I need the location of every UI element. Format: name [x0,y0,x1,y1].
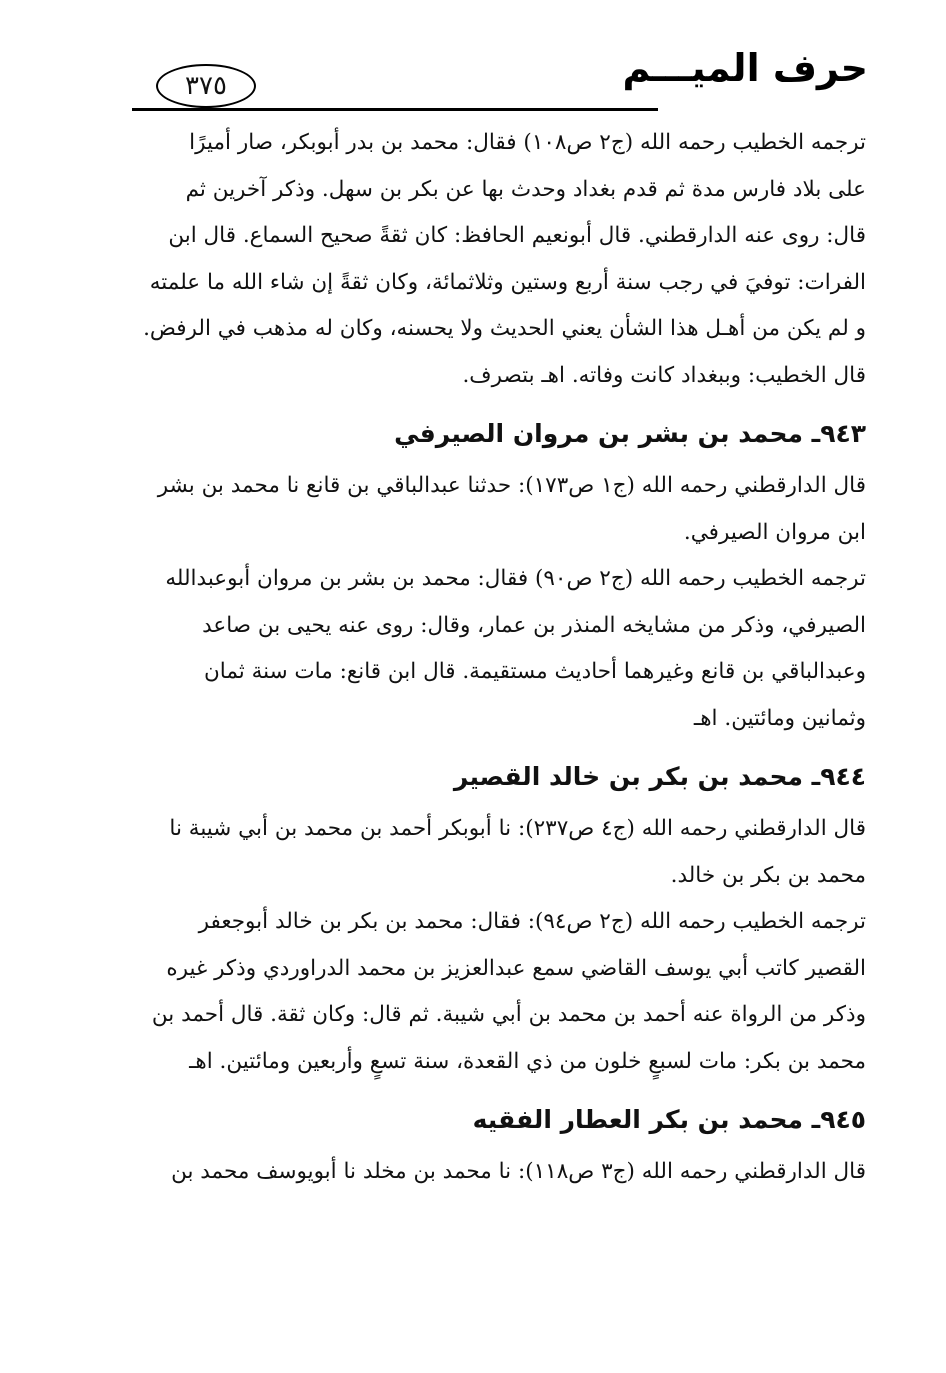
entry-heading-944: ٩٤٤ـ محمد بن بكر بن خالد القصير [453,762,866,791]
text-line: قال: روى عنه الدارقطني. قال أبونعيم الحافظ: كان ثقةً صحيح السماع. قال ابن [168,223,866,248]
text-line: الصيرفي، وذكر من مشايخه المنذر بن عمار، وقال: روى عنه يحيى بن صاعد [202,612,866,638]
page-header [128,38,868,118]
text-line: قال الدارقطني رحمه الله (ج٤ ص٢٣٧): نا أبوبكر أحمد بن محمد بن أبي شيبة نا [169,816,866,841]
page-number: ٣٧٥ [156,64,256,108]
page-content [126,120,866,1196]
entry-943-biography [126,556,866,742]
text-line: وذكر من الرواة عنه أحمد بن محمد بن أبي شيبة. ثم قال: وكان ثقة. قال أحمد بن [151,1002,866,1027]
entry-heading-943: ٩٤٣ـ محمد بن بشر بن مروان الصيرفي [394,419,866,448]
text-line: قال الخطيب: وببغداد كانت وفاته. اهـ بتصرف. [462,362,866,388]
text-line: محمد بن بكر بن خالد. [670,862,866,888]
text-line: ابن مروان الصيرفي. [683,519,866,545]
entry-944-biography [126,899,866,1085]
text-line: و لم يكن من أهـل هذا الشأن يعني الحديث ولا يحسنه، وكان له مذهب في الرفض. [143,316,866,341]
text-line: الفرات: توفيَ في رجب سنة أربع وستين وثلاثمائة، وكان ثقةً إن شاء الله ما علمته [149,269,866,295]
text-line: ترجمه الخطيب رحمه الله (ج٢ ص٩٤): فقال: محمد بن بكر بن خالد أبوجعفر [198,909,866,934]
intro-paragraph [126,120,866,399]
chapter-title: حرف الميـــم [622,46,868,90]
text-line: قال الدارقطني رحمه الله (ج٣ ص١١٨): نا محمد بن مخلد نا أبويوسف محمد بن [171,1159,866,1184]
entry-heading-945: ٩٤٥ـ محمد بن بكر العطار الفقيه [472,1105,866,1134]
entry-945-citation [126,1149,866,1196]
text-line: محمد بن بكر: مات لسبعٍ خلون من ذي القعدة، سنة تسعٍ وأربعين ومائتين. اهـ [189,1048,866,1074]
text-line: وثمانين ومائتين. اهـ [693,705,866,731]
header-rule [132,108,658,111]
entry-944-citation [126,806,866,899]
entry-943-citation [126,463,866,556]
text-line: ترجمه الخطيب رحمه الله (ج٢ ص١٠٨) فقال: محمد بن بدر أبوبكر، صار أميرًا [189,130,866,155]
text-line: قال الدارقطني رحمه الله (ج١ ص١٧٣): حدثنا عبدالباقي بن قانع نا محمد بن بشر [157,473,866,498]
text-line: على بلاد فارس مدة ثم قدم بغداد وحدث بها عن بكر بن سهل. وذكر آخرين ثم [185,176,866,202]
text-line: القصير كاتب أبي يوسف القاضي سمع عبدالعزيز بن محمد الدراوردي وذكر غيره [166,955,866,981]
text-line: ترجمه الخطيب رحمه الله (ج٢ ص٩٠) فقال: محمد بن بشر بن مروان أبوعبدالله [165,566,866,591]
text-line: وعبدالباقي بن قانع وغيرهما أحاديث مستقيمة. قال ابن قانع: مات سنة ثمان [203,659,866,684]
